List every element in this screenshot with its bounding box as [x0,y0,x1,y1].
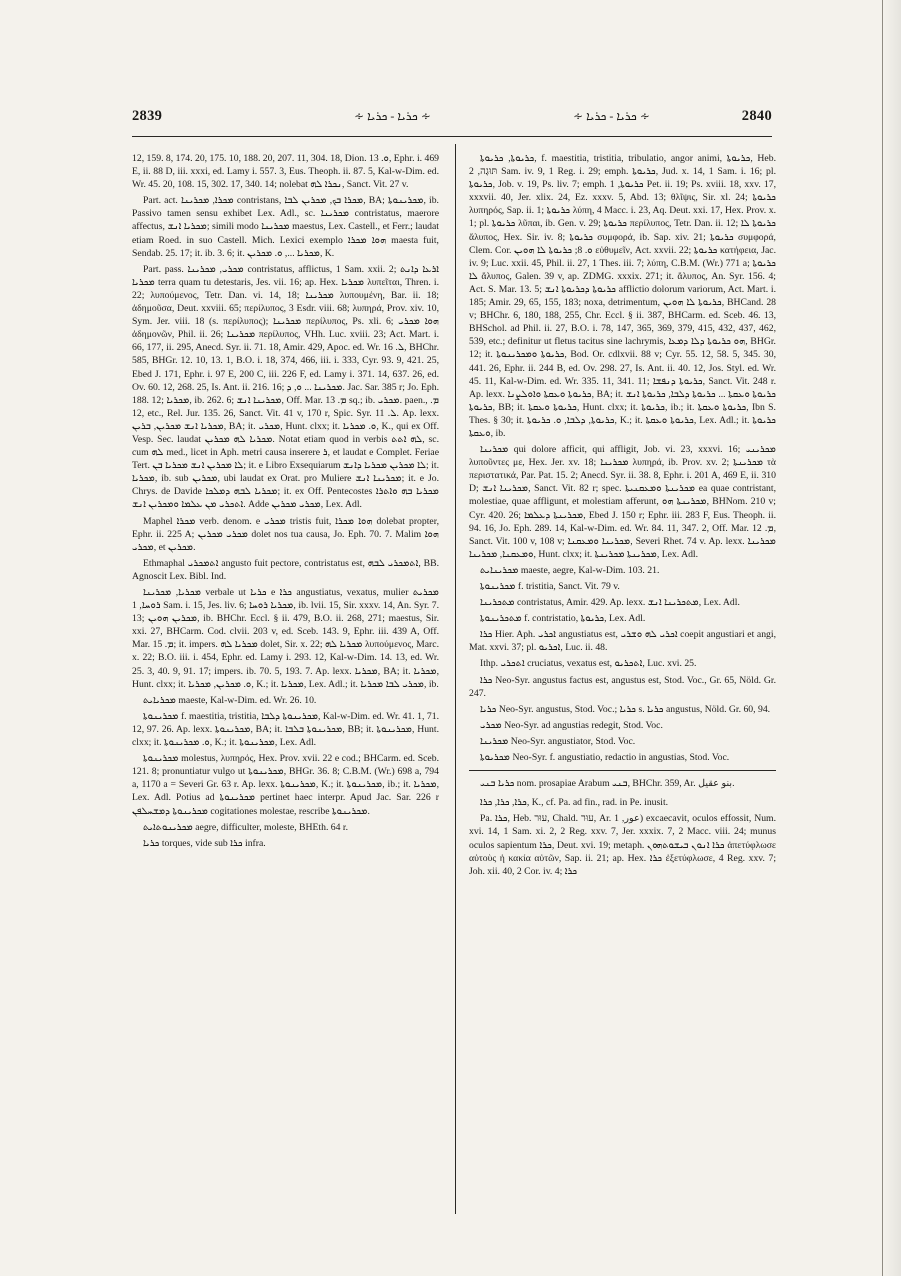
running-head [132,108,772,128]
section-rule [469,770,776,771]
entry-paragraph: ܡܟܪܝܐ, ܡܟܪܝܢܐ verbale ut ܟܪܝܐ e ܟܪܐ angustiatus, vexatus, mulier ܡܟܪܝܬ ܪܘܚܐ, 1 Sam. i. 15, Jes. liv. 6; ܡܟܪܝܐ ܪܘܚܐ, ib. lvii. 15, Sir. xxxv. 14, An. Syr. 7. 13; ܡܟܪܝܢ ܗܘܝܢ, ib. BHChr. Eccl. § ii. 479, B.O. ii. 268, 271; maestus, Sir. xxi. 27, BHCarm. Cod. clvii. 203 v, ed. Sceb. 143. 9, Ephr. iii. 439 A, Off. Mar. ܡ. 15; it. impers. ܡܟܪܝܐ ܠܗ dolet, Sir. x. 22; ܡܟܪܝܐ ܠܗ λυπούμενος, Marc. x. 22; B.O. iii. i. 454, Ephr. ed. Lamy i. 293. 12, Kal-w-Dim. 14. 13, ed. Wr. 25. 3, 40. 9, 91. 17; impers. ib. 70. 5, 193. 7. Ap. lexx. ܡܟܪܝܐ, BA; it. ܡܟܪܝܐ, Hunt. clxx; it. ܘ. ܡܟܪܝܢ, ܡܟܪܝܐ, K.; it. ܡܟܪܝܐ, Lex. Adl.; it. ܡܟܪܝ ܠܒܐ ܡܟܪܝܐ, ib. [132,587,439,690]
entry-paragraph: Part. pass. ܡܟܪܝ, ܡܟܪܝܢܐ contristatus, afflictus, 1 Sam. xxii. 2; ܐܪܥܐ ܕܐܢܬ ܡܟܪܝܐ terra quam tu detestaris, Jes. vii. 16; ap. Hex. ܡܟܪܝܐ λυπεῖται, Thren. i. 22; λυπούμενος, Tetr. Dan. vi. 14, 18; ܡܟܪܝܢܐ λυπουμένη, Bar. ii. 18; ἀδημοῦσα, Deut. xxviii. 65; περίλυπος, 3 Esdr. viii. 68; λυπηρά, Prov. xiv. 10, Sym. Jer. viii. 18 (s. περίλυπος); ܡܟܪܝܢܐ περίλυπος, Ps. xli. 6; ܗܘܐ ܡܟܪܝ ἀδημονῶν, Phil. ii. 26; ܡܟܪܝܢܐ περίλυπος, VHh. Luc. xviii. 23; Act. Mart. i. 66, 177, ii. 295, Anecd. Syr. ii. 71. 18, Amir. 429, Apoc. ed. Wr. ܠ. 16, BHChr. 585, BHGr. 12. 10, 13. 1, B.O. i. 18, 374, 466, iii. i. 333, Cyr. 93. 9, 421. 25, Ebed J. 171, Ephr. i. 97 E, 200 C, iii. 226 F, ed. Lamy i. 371. 14, 637. 26, ed. Ov. 60. 12, 268. 25, Is. Ant. ii. 216. 16; ܡܟܪܝܢܐ ... ܘ, ܕ. Jac. Sar. 385 r; Jo. Eph. 188. 12; ܡܟܪܝܐ, ib. 262. 6; ܡܟܪܝܢܐ ܐܢܫ, Off. Mar. ܡ. 13 sq.; ib. ܡܟܪܝ. paen., ܡ. 12, etc., Rel. Jur. 135. 26, Sanct. Vit. 41 v, 170 r, Spic. Syr. ܠ. 11. Ap. lexx. ܡܟܪܝܐ ܐܢܫ ܡܟܪܝܢ, ܒܪܝܢ, BA; it. ܡܟܪܝ, Hunt. clxx; it. ܘ. ܡܟܪܝܐ, K., qui ex Off. Vesp. Sec. laudat ܡܟܪܝܐ ܠܗ ܡܟܪܝܢ. Notat etiam quod in verbis ܠܗ ܐܬܬ, sc. cum ܠܗ med., licet in Aph. metri causa inserere ܪ, et laudat e Complet. Feriae Tert. ܠܐ ܡܟܪܝܢ ܐܢܫ ܡܟܪܝܐ ܒܢ; it. e Libro Exsequiarum ܠܐ ܡܟܪܝܢ ܡܟܪܝܐ ܕܐܢܫ; it. ܡܟܪܝܐ, ib. sub ܡܟܪܝܢ, ubi laudat ex Orat. pro Muliere ܡܟܪܝܢܐ ܐܢܫ; it. e Jo. Chrys. de Davide ܡܟܪܝܐ ܠܒܗ ܕܡܠܟܐ; it. ex Off. Pentecostes ܡܟܪܝܐ ܒܗ ܘܐܬܪܐ ܐܬܟܪܝ ܡܢ ܥܠܡܐ ܘܡܟܪܝܢ ܐܢܫ. Adde ܡܟܪܝ ܡܟܪܝܢ, Lex. Adl. [132,263,439,511]
left-page-number: 2839 [132,108,163,124]
entry-paragraph: ܡܟܪܝܢܘܬܐ molestus, λυπηρός, Hex. Prov. xvii. 22 e cod.; BHCarm. ed. Sceb. 121. 8; pronuntiatur vulgo ut ܡܟܪܝܢܘܬܐ, BHGr. 36. 8; C.B.M. (Wr.) 698 a, 794 a, 1170 a = Severi Gr. 63 r. Ap. lexx. ܡܟܪܝܢܘܬܐ, K.; it. ܡܟܪܝܢܘܬܐ, ib.; it. ܡܟܪܝܐ, Lex. Adl. Potius ad ܡܟܪܝܢܘܬܐ pertinet haec interpr. Apud Jac. Sar. 226 r ܡܟܪܝܢܘܬܐ ܕܡܫܚܠܦܢ cogitationes molestae, rescribe ܡܟܪܝܢܘܬܐ. [132,753,439,817]
entry-paragraph: ܡܟܪܝܐܝܬ maeste, Kal-w-Dim. ed. Wr. 26. 10. [143,694,317,706]
entry-paragraph: ܟܪܝܐ torques, vide sub ܟܪܐ infra. [143,837,266,849]
entry-paragraph: Ithp. ܐܬܟܪܝ cruciatus, vexatus est, ܐܬܟܪܝܘ, Luc. xvi. 25. [480,658,697,670]
entry-paragraph: Pa. ܟܪܐ, Heb. עוּר, Chald. עוּר, Ar. عور, 1) excaecavit, oculos effossit, Num. xvi. 14, 1 Sam. xi. 2, 2 Reg. xxv. 7, Jer. xxxix. 7, 2 Macc. viii. 24; munus oculos sapientum ܟܪܐ, Deut. xvi. 19; metaph. ܟܪܐ ܐܢܘܢ ܒܝܫܘܬܗܘܢ ἀπετύφλωσε αὐτοὺς ἡ κακία αὐτῶν, Sap. ii. 21; ap. Hex. ܟܪܐ ἐξετύφλωσε, 4 Reg. xxv. 7; Joh. xii. 40, 2 Cor. iv. 4; ܟܪܐ [469,813,776,877]
entry-paragraph: ܟܪܝܐ ܒܢܝ nom. prosapiae Arabum ܒܢܝ, BHChr. 359, Ar. بنو عقيل. [480,778,735,790]
left-column [132,152,439,1217]
header-rule [132,136,772,137]
column-divider [455,144,456,1214]
entry-paragraph: ܡܟܪܝܢܘܬܐ f. tristitia, Sanct. Vit. 79 v. [480,581,620,592]
entry-paragraph: ܟܪܐ, ܟܪܐ, ܟܪܐ, K., cf. Pa. ad fin., rad. in Pe. inusit. [480,797,669,809]
entry-paragraph: ܡܟܪܝܢܐܝܬ maeste, aegre, Kal-w-Dim. 103. 21. [480,564,660,576]
entry-paragraph: 12, 159. 8, 174. 20, 175. 10, 188. 20, 207. 11, 304. 18, Dion. ܘ. 13, Ephr. i. 469 E, ii. 88 D, iii. xxxi, ed. Lamy i. 557. 3, Eus. Theoph. ii. 87. 5, Kal-w-Dim. ed. Wr. 45. 20, 108. 15, 302. 17, 340. 14; nolebat ܢܟܪܐ ܠܗ, Sanct. Vit. 27 v. [132,153,439,191]
left-headword: ∻ ܟܪܝܐ - ܟܪܝܐ ∻ [354,109,431,123]
entry-paragraph: ܟܪܝܘܬܐ, ܟܪܝܘܬܐ, f. maestitia, tristitia, tribulatio, angor animi, ܟܪܝܘܬܐ, Heb. תּוּגָה, 2 Sam. iv. 9, 1 Reg. i. 29; emph. ܟܪܝܘܬܐ, Jud. x. 14, 1 Sam. i. 16; pl. ܟܪܝܘܬܐ, Job. v. 19, Ps. liv. 7; emph. ܟܪܝܘܬܐ, 1 Pet. ii. 19; Ps. xviii. 18, xxv. 17, xxxvii. 40, Jer. xlix. 24, Ez. xxxv. 5, Abd. 13; θλῖψις, Sir. xl. 24; ܟܪܝܘܬܐ λυπηρός, Sap. ii. 1; ܟܪܝܘܬܐ λύπη, 4 Macc. i. 23, Aq. Deut. xxi. 17, Hex. Prov. x. 1; pl. ܟܪܝܘܬܐ λῦπαι, ib. Gen. v. 29; ܟܪܝܘܬܐ περίλυπος, Tetr. Dan. ii. 12; ܟܪܝܘܬܐ ܠܐ ἄλυπος, Hex. Sir. iv. 8; ܟܪܝܘܬܐ συμφορά, ib. Sap. xiv. 21; ܟܪܝܘܬܐ συμφορά, Clem. Cor. ܘ. 8; ܟܪܝܘܬܐ ܠܐ ܗܘܝܢ εὐθυμεῖν, Act. xxvii. 22; ܟܪܝܘܬܐ κατήφεια, Jac. iv. 9; Luc. xxii. 45, Phil. ii. 27, 1 Thes. iii. 7; λύπη, C.B.M. (Wr.) 771 a; ܟܪܝܘܬܐ ܠܐ ἄλυπος, Galen. 39 v, ap. ZDMG. xxxix. 271; it. ἄλυπος, An. Syr. 156. 4; Act. S. Mar. 13. 5; ܟܪܝܘܬܐ ܕܟܪܝܘܬܐ ܐܢܫ afflictio dolorum variorum, Act. Mart. i. 185; Amir. 29, 65, 155, 183; noxa, detrimentum, ܟܪܝܘܬܐ ܠܐ ܗܘܝܢ, BHCand. 28 v; BHChr. 6, 180, 188, 255, Chr. Eccl. § ii. 387, BHCarm. ed. Sceb. 46. 13, BHSchol. ad Phil. ii. 27, B.O. i. 78, 147, 365, 369, 379, 415, 432, 437, 462, 539, etc.; definitur ut fletus tacitus sine lachrymis, ܗܘ ܟܪܝܘܬܐ ܕܠܐ ܕܡܥܐ, BHGr. 12; it. ܟܪܝܘܬܐ ܘܡܟܪܝܢܘܬܐ, Bod. Or. cdlxvii. 88 v; Cyr. 55. 12, 58. 5, 345. 30, 441. 26, Ephr. ii. 244 B, ed. Ov. 298. 27, Is. Ant. ii. 40. 12, Jos. Styl. ed. Wr. 45. 11, Kal-w-Dim. ed. Wr. 335. 11, 341. 11; ܟܪܝܘܬܐ ܕܢܦܫܐ, Sanct. Vit. 248 r. Ap. lexx. ܟܪܝܘܬܐ ܘܥܩܬܐ ܘܐܘܠܨܢܐ, BA; it. ܟܪܝܘܬܐ ܘܥܩܬܐ ... ܟܪܝܘܬܐ ܕܠܒܐ, ܟܪܝܘܬܐ ܐܢܫ ܟܪܝܘܬܐ, BB; it. ܟܪܝܘܬܐ ܘܥܩܬܐ, Hunt. clxx; it. ܟܪܝܘܬܐ, ib.; it. ܟܪܝܘܬܐ ܘܥܩܬܐ, Ibn S. Thes. § 30; it. ܟܪܝܘܬܐ, ܕܠܒܐ, ܘ. ܟܪܝܘܬܐ, K.; it. ܟܪܝܘܬܐ ܘܥܩܬܐ, Lex. Adl.; it. ܟܪܝܘܬܐ ܘܥܩܬܐ, ib. [469,153,776,439]
entry-paragraph: ܟܪܐ Hier. Aph. ܐܟܪܝ angustiatus est, ܐܟܪܝ ܠܗ ܘܫܪܝ coepit angustiari et angi, Mat. xxvi. 37; pl. ܐܟܪܝܘ, Luc. ii. 48. [469,629,776,654]
entry-paragraph: Maphel ܡܟܪܐ verb. denom. e ܡܟܪܝ tristis fuit, ܗܘܐ ܡܟܪܐ dolebat propter, Ephr. ii. 225 A; ܡܟܪܝ ܡܟܪܝܢ dolet nos tua causa, Jo. Eph. 70. 7. Malim ܗܘܐ ܡܟܪܝ, et ܡܟܪܝܢ. [132,515,439,553]
entry-paragraph: ܟܪܝܐ Neo-Syr. angustus, Stod. Voc.; ܟܪܝܐ s. ܟܪܝܐ angustus, Nöld. Gr. 60, 94. [480,703,771,715]
right-column [469,152,776,1217]
entry-paragraph: ܡܟܪܝܘܬܐ Neo-Syr. f. angustiatio, redactio in angustias, Stod. Voc. [480,752,730,764]
entry-paragraph: ܡܬܟܪܝܢܘܬܐ f. contristatio, ܟܪܝܘܬܐ, Lex. Adl. [480,613,646,625]
right-headword: ∻ ܟܪܝܐ - ܟܪܝܐ ∻ [573,109,650,123]
entry-paragraph: ܡܟܪܝܢܐ Neo-Syr. angustiator, Stod. Voc. [480,735,636,747]
entry-paragraph: ܡܟܪܝܢܐ qui dolore afficit, qui affligit, Job. vi. 23, xxxvi. 16; ܡܟܪܝܢܝ λυποῦντες με, Hex. Jer. xv. 18; ܡܟܪܝܢܐ λυπηρά, ib. Prov. xv. 2; ܡܟܪܝܢܬܐ τὰ περιστατικά, Par. Pat. 15. 2; Anecd. Syr. ii. 38. 8, Ephr. i. 201 A, 469 E, ii. 310 D; ܡܟܪܝܢܐ ܐܢܫ, Sanct. Vit. 82 r; spec. ܡܟܪܝܢܬܐ ܘܡܥܩܢܝܬܐ ea quae contristant, molestiae, quae affligunt, et molestiam afferunt, ܡܟܪܝܢܬܐ ܗܘ, BHNom. 210 v; Cyr. 420. 26; ܡܟܪܝܢܬܐ ܕܥܠܡܐ, Ebed J. 150 r; Ephr. iii. 283 F, Eus. Theoph. ii. 94. 16, Jo. Eph. 289. 14, Kal-w-Dim. ed. Wr. 84. 11, 347. 2, Off. Mar. ܡ. 12, Sanct. Vit. 100 v, 108 v; ܡܟܪܝܢܐ ܘܡܥܩܢܐ, Severi Rhet. 74 v. Ap. lexx. ܡܟܪܝܢܐ ܘܡܥܩܢܐ, ܡܟܪܝܢܐ, Hunt. clxx; it. ܡܟܪܝܢܬܐ ܡܟܪܝܢܬܐ, Lex. Adl. [469,444,776,560]
entry-paragraph: Part. act. ܡܟܪܐ, ܡܟܪܝܢܐ contristans, ܡܟܪܐ ܒܟ, ܡܟܪܝܢ ܠܒܐ, BA; ܡܟܪܝܢܘܬܐ, ib. Passivo tamen sensu exhibet Lex. Adl., sc. ܡܟܪܝܢܐ contristatus, maerore affectus, ܡܟܪܝܐ ܐܢܫ; simili modo ܡܟܪܝܢܐ maestus, Lex. Castell., et Ferr.; laudat etiam Roed. in suo Castell. Mich. Lexici exemplo ܗܘܐ ܡܟܪܐ maesta fuit, Sendab. 25. 17; it. ib. 3. 6; it. ܡܟܪܝܐ ..., ܘ. ܡܟܪܝܢ, K. [132,195,439,259]
page-edge-shade [883,0,901,1276]
entry-paragraph: Ethmaphal ܐܬܡܟܪܝ angusto fuit pectore, contristatus est, ܐܬܡܟܪܝ ܠܒܗ, BB. Agnoscit Lex. Bibl. Ind. [132,557,439,582]
entry-paragraph: ܟܪܐ Neo-Syr. angustus factus est, angustus est, Stod. Voc., Gr. 65, Nöld. Gr. 247. [469,674,776,699]
entry-paragraph: ܡܟܪܝܢܘܬܐ f. maestitia, tristitia, ܡܟܪܝܢܘܬܐ ܕܠܒܐ, Kal-w-Dim. ed. Wr. 41. 1, 71. 12, 97. 26. Ap. lexx. ܡܟܪܝܢܘܬܐ, BA; it. ܡܟܪܝܢܘܬܐ ܒܠܒܐ, BB; it. ܡܟܪܝܢܘܬܐ, Hunt. clxx; it. ܘ. ܡܟܪܝܢܘܬܐ, K.; it. ܡܟܪܝܢܘܬܐ, Lex. Adl. [132,710,439,749]
entry-paragraph: ܡܟܪܝܢܘܬܐܝܬ aegre, difficulter, moleste, BHEth. 64 r. [143,821,349,833]
right-page-number: 2840 [741,108,772,124]
entry-paragraph: ܡܬܟܪܝܢܐ contristatus, Amir. 429. Ap. lexx. ܡܬܟܪܝܢܐ ܐܢܫ, Lex. Adl. [480,597,740,609]
entry-paragraph: ܡܟܪܝ Neo-Syr. ad angustias redegit, Stod. Voc. [480,719,663,731]
